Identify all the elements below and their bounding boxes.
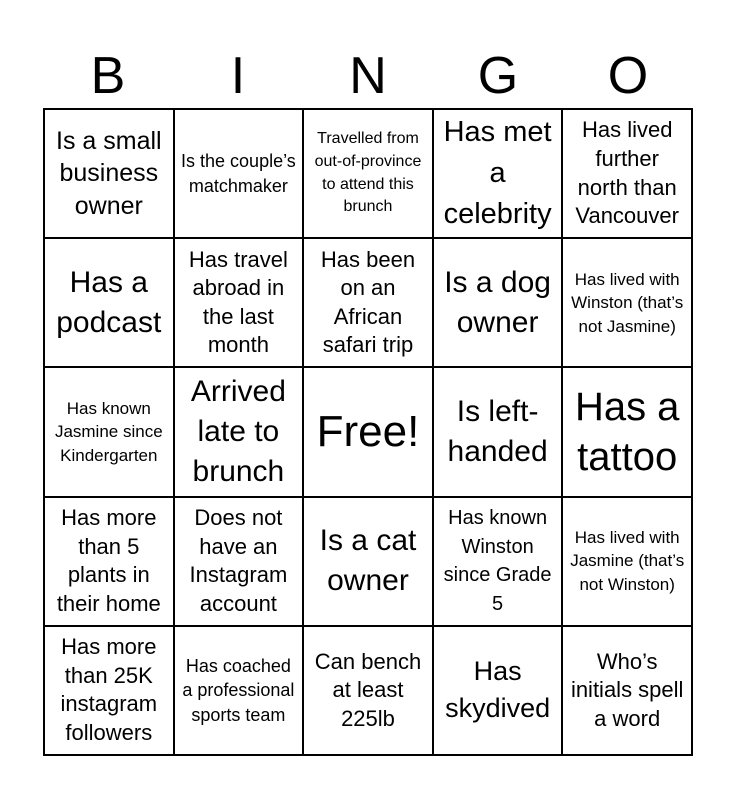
header-letter-g: G xyxy=(477,47,519,105)
bingo-cell-r1c5[interactable]: Has lived further north than Vancouver xyxy=(562,109,692,238)
bingo-cell-free[interactable]: Free! xyxy=(303,367,433,496)
header-letter-o: O xyxy=(607,47,649,105)
bingo-cell-r1c2[interactable]: Is the couple’s matchmaker xyxy=(174,109,304,238)
bingo-cell-r2c4[interactable]: Is a dog owner xyxy=(433,238,563,367)
header-letter-b: B xyxy=(90,47,126,105)
bingo-cell-r3c4[interactable]: Is left-handed xyxy=(433,367,563,496)
bingo-cell-r2c2[interactable]: Has travel abroad in the last month xyxy=(174,238,304,367)
bingo-cell-r3c2[interactable]: Arrived late to brunch xyxy=(174,367,304,496)
bingo-cell-r5c5[interactable]: Who’s initials spell a word xyxy=(562,626,692,755)
bingo-cell-r5c3[interactable]: Can bench at least 225lb xyxy=(303,626,433,755)
header-letter-i: I xyxy=(230,47,246,105)
bingo-cell-r5c4[interactable]: Has skydived xyxy=(433,626,563,755)
bingo-cell-r1c4[interactable]: Has met a celebrity xyxy=(433,109,563,238)
bingo-cell-r4c1[interactable]: Has more than 5 plants in their home xyxy=(44,497,174,626)
bingo-cell-r1c3[interactable]: Travelled from out-of-province to attend this brunch xyxy=(303,109,433,238)
bingo-cell-r3c1[interactable]: Has known Jasmine since Kindergarten xyxy=(44,367,174,496)
bingo-cell-r2c5[interactable]: Has lived with Winston (that’s not Jasmine) xyxy=(562,238,692,367)
bingo-board xyxy=(43,108,693,756)
bingo-cell-r3c5[interactable]: Has a tattoo xyxy=(562,367,692,496)
bingo-cell-r2c3[interactable]: Has been on an African safari trip xyxy=(303,238,433,367)
bingo-cell-r2c1[interactable]: Has a podcast xyxy=(44,238,174,367)
header-letter-n: N xyxy=(349,47,387,105)
bingo-cell-r4c4[interactable]: Has known Winston since Grade 5 xyxy=(433,497,563,626)
bingo-cell-r1c1[interactable]: Is a small business owner xyxy=(44,109,174,238)
bingo-cell-r5c1[interactable]: Has more than 25K instagram followers xyxy=(44,626,174,755)
bingo-header xyxy=(43,44,693,108)
bingo-cell-r4c3[interactable]: Is a cat owner xyxy=(303,497,433,626)
bingo-cell-r4c2[interactable]: Does not have an Instagram account xyxy=(174,497,304,626)
bingo-cell-r5c2[interactable]: Has coached a professional sports team xyxy=(174,626,304,755)
bingo-cell-r4c5[interactable]: Has lived with Jasmine (that’s not Winston) xyxy=(562,497,692,626)
